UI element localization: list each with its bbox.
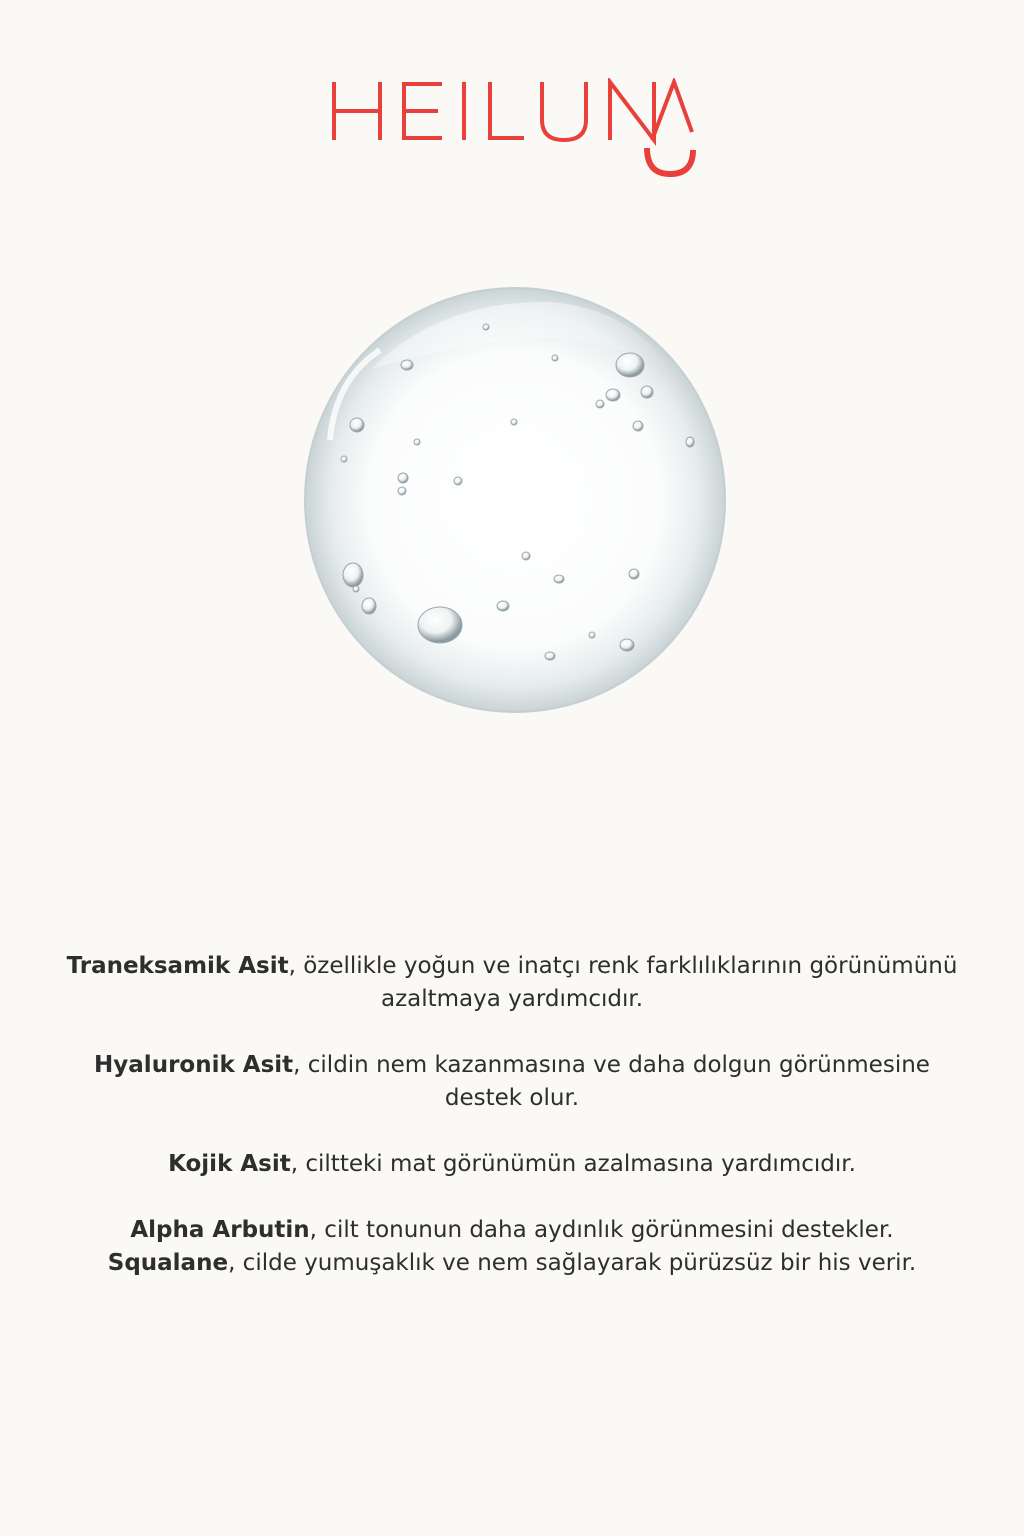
serum-drop-image — [290, 280, 740, 730]
ingredient-paragraph — [60, 1148, 964, 1181]
ingredient-name: Alpha Arbutin — [130, 1217, 310, 1243]
ingredient-text: , cilde yumuşaklık ve nem sağlayarak pürüzsüz bir his verir. — [228, 1250, 917, 1276]
ingredient-text: , özellikle yoğun ve inatçı renk farklılıklarının görünümünü azaltmaya yardımcıdır. — [288, 953, 958, 1012]
ingredient-text: , cildin nem kazanmasına ve daha dolgun görünmesine destek olur. — [293, 1052, 930, 1111]
ingredient-name: Squalane — [107, 1250, 229, 1276]
heiluna-logo — [330, 78, 700, 188]
ingredient-text: , ciltteki mat görünümün azalmasına yardımcıdır. — [290, 1151, 856, 1177]
ingredient-text: , cilt tonunun daha aydınlık görünmesini destekler. — [309, 1217, 894, 1243]
ingredient-paragraph — [60, 1049, 964, 1115]
ingredient-paragraph — [60, 1214, 964, 1247]
ingredient-name: Traneksamik Asit — [66, 953, 289, 979]
ingredient-paragraph — [60, 1247, 964, 1280]
ingredient-name: Hyaluronik Asit — [94, 1052, 294, 1078]
ingredient-descriptions — [60, 950, 964, 1280]
ingredient-name: Kojik Asit — [168, 1151, 291, 1177]
ingredient-paragraph — [60, 950, 964, 1016]
